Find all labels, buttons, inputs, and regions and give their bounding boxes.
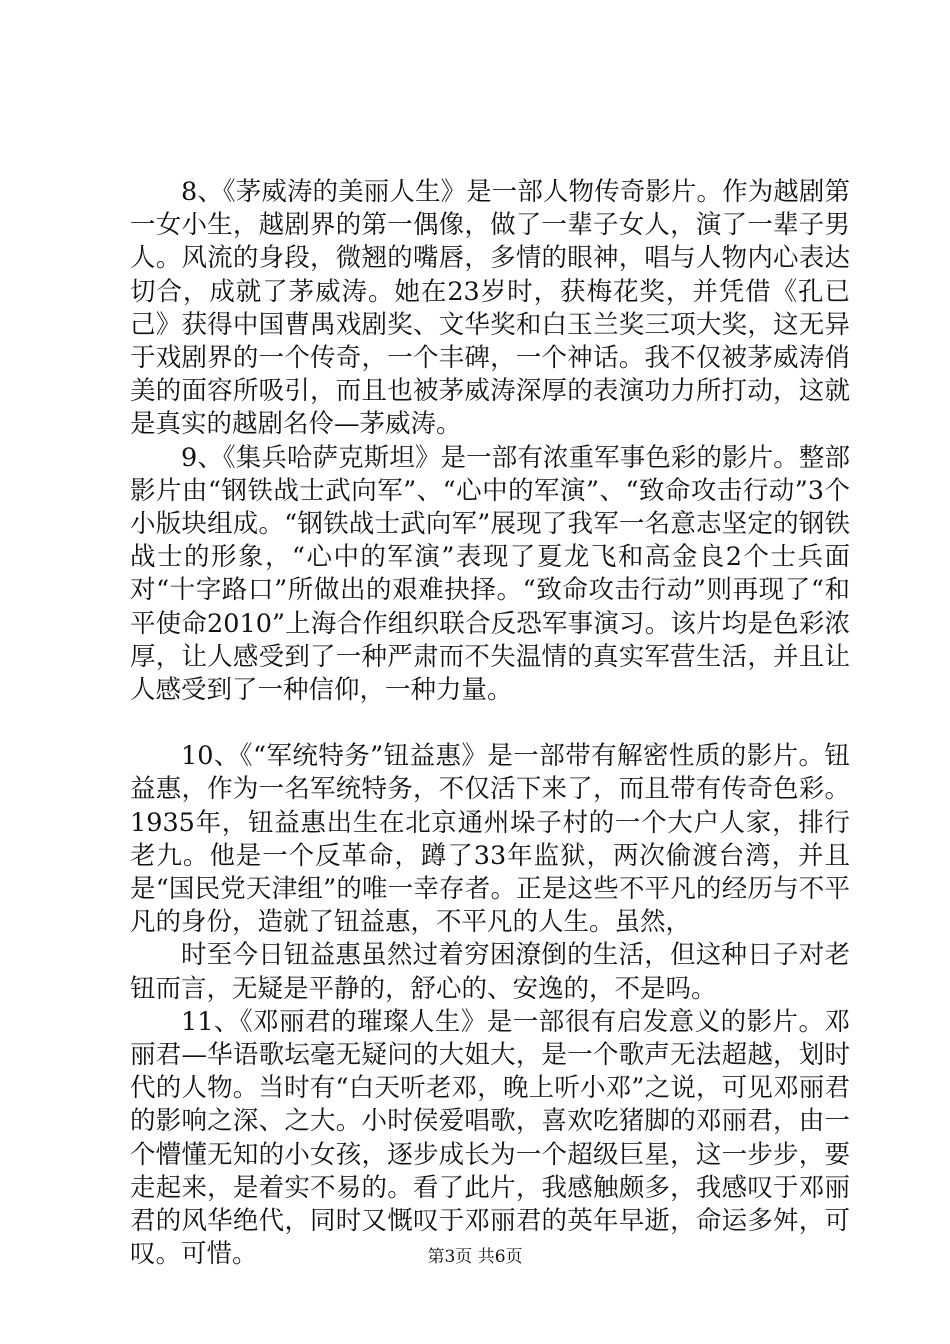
paragraph-8: 8、《茅威涛的美丽人生》是一部人物传奇影片。作为越剧第一女小生，越剧界的第一偶像，做了一辈子女人，演了一辈子男人。风流的身段，微翘的嘴唇，多情的眼神，唱与人物内心表达切合，成就了茅威涛。她在23岁时，获梅花奖，并凭借《孔已己》获得中国曹禺戏剧奖、文华奖和白玉兰奖三项大奖，这无异于戏剧界的一个传奇，一个丰碑，一个神话。我不仅被茅威涛俏美的面容所吸引，而且也被茅威涛深厚的表演功力所打动，这就是真实的越剧名伶—茅威涛。: [130, 177, 850, 440]
paragraph-11: 11、《邓丽君的璀璨人生》是一部很有启发意义的影片。邓丽君—华语歌坛毫无疑问的大姐大，是一个歌声无法超越，划时代的人物。当时有“白天听老邓，晚上听小邓”之说，可见邓丽君的影响之深、之大。小时侯爱唱歌，喜欢吃猪脚的邓丽君，由一个懵懂无知的小女孩，逐步成长为一个超级巨星，这一步步，要走起来，是着实不易的。看了此片，我感触颇多，我感叹于邓丽君的风华绝代，同时又慨叹于邓丽君的英年早逝，命运多舛，可叹。可惜。: [130, 1006, 850, 1270]
paragraph-10: 10、《“军统特务”钮益惠》是一部带有解密性质的影片。钮益惠，作为一名军统特务，不仅活下来了，而且带有传奇色彩。1935年，钮益惠出生在北京通州垛子村的一个大户人家，排行老九。他是一个反革命，蹲了33年监狱，两次偷渡台湾，并且是“国民党天津组”的唯一幸存者。正是这些不平凡的经历与不平凡的身份，造就了钮益惠，不平凡的人生。虽然，: [130, 741, 850, 938]
page-number-footer: 第3页 共6页: [427, 1247, 523, 1267]
document-body: [130, 176, 850, 1272]
paragraph-9: 9、《集兵哈萨克斯坦》是一部有浓重军事色彩的影片。整部影片由“钢铁战士武向军”、“心中的军演”、“致命攻击行动”3个小版块组成。“钢铁战士武向军”展现了我军一名意志坚定的钢铁战士的形象，“心中的军演”表现了夏龙飞和高金良2个士兵面对“十字路口”所做出的艰难抉择。“致命攻击行动”则再现了“和平使命2010”上海合作组织联合反恐军事演习。该片均是色彩浓厚，让人感受到了一种严肃而不失温情的真实军营生活，并且让人感受到了一种信仰，一种力量。: [130, 442, 850, 706]
paragraph-10-continued: 时至今日钮益惠虽然过着穷困潦倒的生活，但这种日子对老钮而言，无疑是平静的，舒心的、安逸的，不是吗。: [130, 940, 850, 1004]
